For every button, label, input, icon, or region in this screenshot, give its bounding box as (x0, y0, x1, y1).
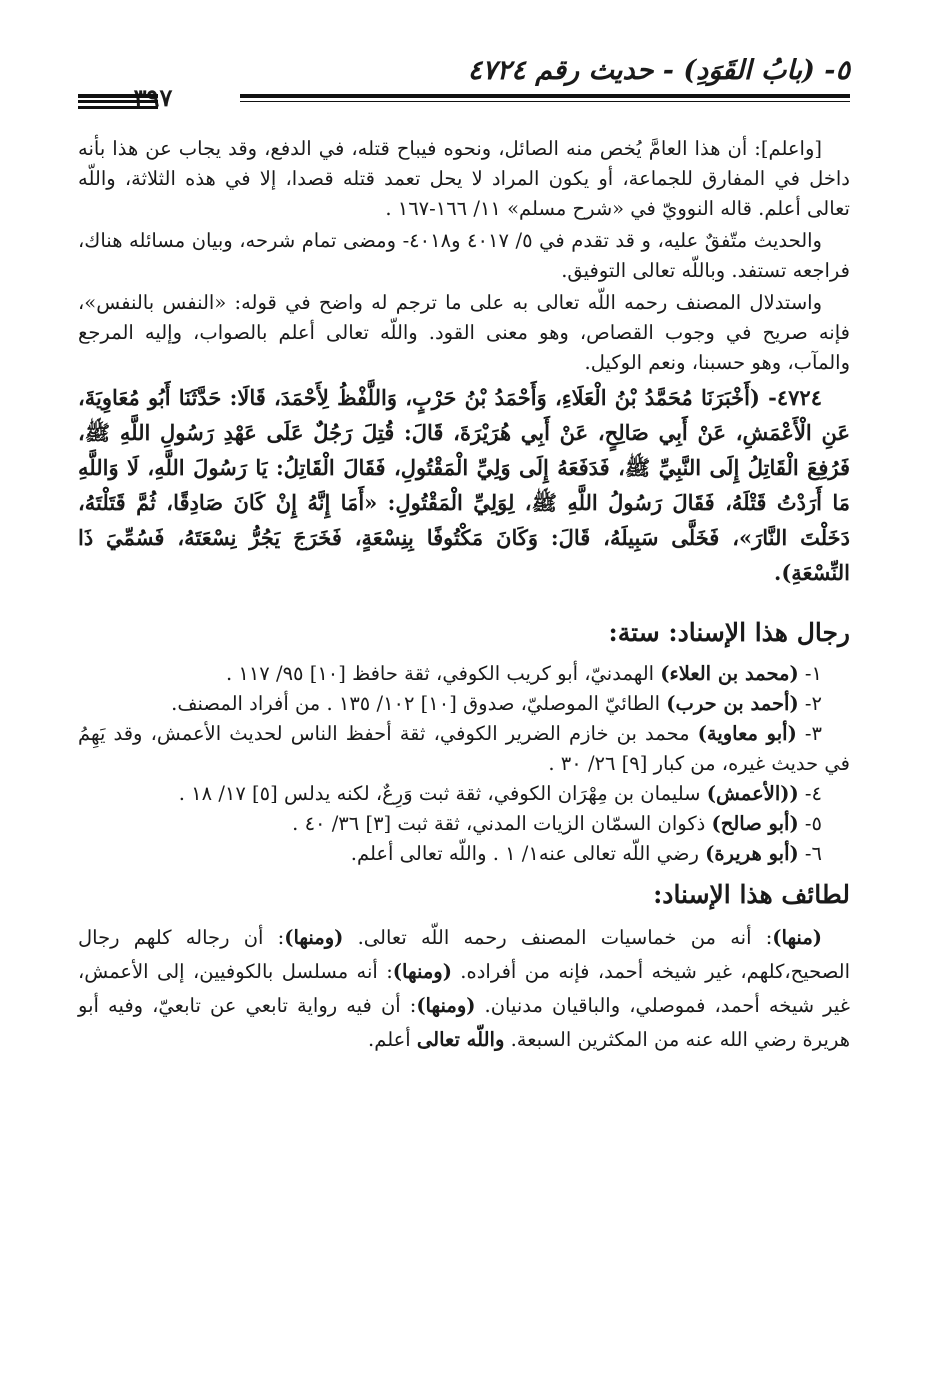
narrator-details: رضي اللّه تعالى عنه١/ ١ . واللّه تعالى أعلم. (350, 842, 706, 865)
narrator-number: ٤- (804, 782, 822, 805)
narrator-details: الطائيّ الموصليّ، صدوق [١٠] ١٠٢/ ١٣٥ . من أفراد المصنف. (171, 692, 667, 715)
narrator-number: ٦- (804, 842, 822, 865)
paragraph-waalam: [واعلم]: أن هذا العامَّ يُخص منه الصائل، ونحوه فيباح قتله، في الدفع، وقد يجاب عن هذا بأنه داخل في المفارق للجماعة، أو يكون المراد لا يحل تعمد قتله قصدا، إلا في هذه الثلاثة، واللّه تعالى أعلم. قاله النوويّ في «شرح مسلم» ١١/ ١٦٦-١٦٧ . (78, 137, 850, 220)
narrator-number: ١- (804, 662, 822, 685)
lataif-text: : أن فيه رواية تابعي عن تابعيّ، وفيه أبو هريرة رضي الله عنه من المكثرين السبعة. (78, 994, 850, 1051)
lataif-text: : أنه مسلسل بالكوفيين، إلى الأعمش، غير شيخه أحمد، فموصلي، والباقيان مدنيان. (78, 960, 851, 1017)
narrator-item (78, 689, 850, 719)
lataif-closing: واللّه تعالى (416, 1028, 505, 1051)
narrator-details: محمد بن خازم الضرير الكوفي، ثقة أحفظ الناس لحديث الأعمش، وقد يَهِمُ في حديث غيره، من كبار [٩] ٢٦/ ٣٠ . (78, 722, 850, 775)
paragraph-istidlal: واستدلال المصنف رحمه اللّه تعالى به على ما ترجم له واضح في قوله: «النفس بالنفس»، فإنه صريح في وجوب القصاص، وهو معنى القود. واللّه تعالى أعلم بالصواب، وإليه المرجع والمآب، وهو حسبنا، ونعم الوكيل. (78, 291, 850, 374)
lataif-marker: (ومنها) (284, 926, 344, 949)
narrator-name: (أبو هريرة) (705, 842, 799, 865)
narrator-item (78, 839, 850, 869)
narrator-name: (أحمد بن حرب) (666, 692, 799, 715)
narrator-number: ٣- (804, 722, 822, 745)
lataif-text: : أن رجاله كلهم رجال الصحيح،كلهم، غير شيخه أحمد، فإنه من أفراده. (78, 926, 850, 983)
lataif-marker: (منها) (772, 926, 822, 949)
narrator-details: سليمان بن مِهْرَان الكوفي، ثقة ثبت وَرِعٌ، لكنه يدلس [٥] ١٧/ ١٨ . (178, 782, 707, 805)
page-header (78, 55, 850, 117)
lataif-marker: (ومنها) (416, 994, 476, 1017)
narrator-name: (أبو صالح) (711, 812, 799, 835)
rijal-heading: رجال هذا الإسناد: ستة: (608, 618, 850, 647)
narrator-item (78, 719, 850, 779)
narrator-number: ٥- (804, 812, 822, 835)
narrator-details: الهمدنيّ، أبو كريب الكوفي، ثقة حافظ [١٠] ٩٥/ ١١٧ . (225, 662, 661, 685)
narrator-name: (أبو معاوية) (697, 722, 797, 745)
lataif-text: أعلم. (368, 1028, 417, 1051)
narrator-item (78, 809, 850, 839)
lataif-text: : أنه من خماسيات المصنف رحمه اللّه تعالى. (343, 926, 773, 949)
hadith-text: ٤٧٢٤- (أَخْبَرَنَا مُحَمَّدُ بْنُ الْعَلَاءِ، وَأَحْمَدُ بْنُ حَرْبٍ، وَاللَّفْظُ لِأَحْمَدَ، قَالَا: حَدَّثَنَا أَبُو مُعَاوِيَةَ، عَنِ الْأَعْمَشِ، عَنْ أَبِي صَالِحٍ، عَنْ أَبِي هُرَيْرَةَ، قَالَ: قُتِلَ رَجُلٌ عَلَى عَهْدِ رَسُولِ اللَّهِ ﷺ، فَرُفِعَ الْقَاتِلُ إِلَى النَّبِيِّ ﷺ، فَدَفَعَهُ إِلَى وَلِيِّ الْمَقْتُولِ، فَقَالَ الْقَاتِلُ: يَا رَسُولَ اللَّهِ، لَا وَاللَّهِ مَا أَرَدْتُ قَتْلَهُ، فَقَالَ رَسُولُ اللَّهِ ﷺ، لِوَلِيِّ الْمَقْتُولِ: «أَمَا إِنَّهُ إِنْ كَانَ صَادِقًا، ثُمَّ قَتَلْتَهُ، دَخَلْتَ النَّارَ»، فَخَلَّى سَبِيلَهُ، قَالَ: وَكَانَ مَكْتُوفًا بِنِسْعَةٍ، فَخَرَجَ يَجُرُّ نِسْعَتَهُ، فَسُمِّيَ ذَا النِّسْعَةِ). (78, 385, 850, 585)
narrator-name: ((الأعمش) (706, 782, 799, 805)
narrator-name: (محمد بن العلاء) (660, 662, 799, 685)
lataif-heading: لطائف هذا الإسناد: (653, 880, 850, 909)
narrator-details: ذكوان السمّان الزيات المدني، ثقة ثبت [٣] ٣٦/ ٤٠ . (292, 812, 712, 835)
paragraph-takhrij: والحديث متّفقٌ عليه، و قد تقدم في ٥/ ٤٠١٧ و٤٠١٨- ومضى تمام شرحه، وبيان مسائله هناك، فراجعه تستفد. وباللّه تعالى التوفيق. (78, 229, 850, 282)
narrator-item (78, 659, 850, 689)
running-title: ٥- (بابُ القَوَدِ) - حديث رقم ٤٧٢٤ (467, 55, 850, 86)
lataif-marker: (ومنها) (392, 960, 452, 983)
page-number: ٣٩٧ (133, 83, 173, 112)
lataif-paragraph (78, 921, 850, 1057)
page-body (78, 134, 850, 1077)
narrator-item (78, 779, 850, 809)
narrator-number: ٢- (804, 692, 822, 715)
